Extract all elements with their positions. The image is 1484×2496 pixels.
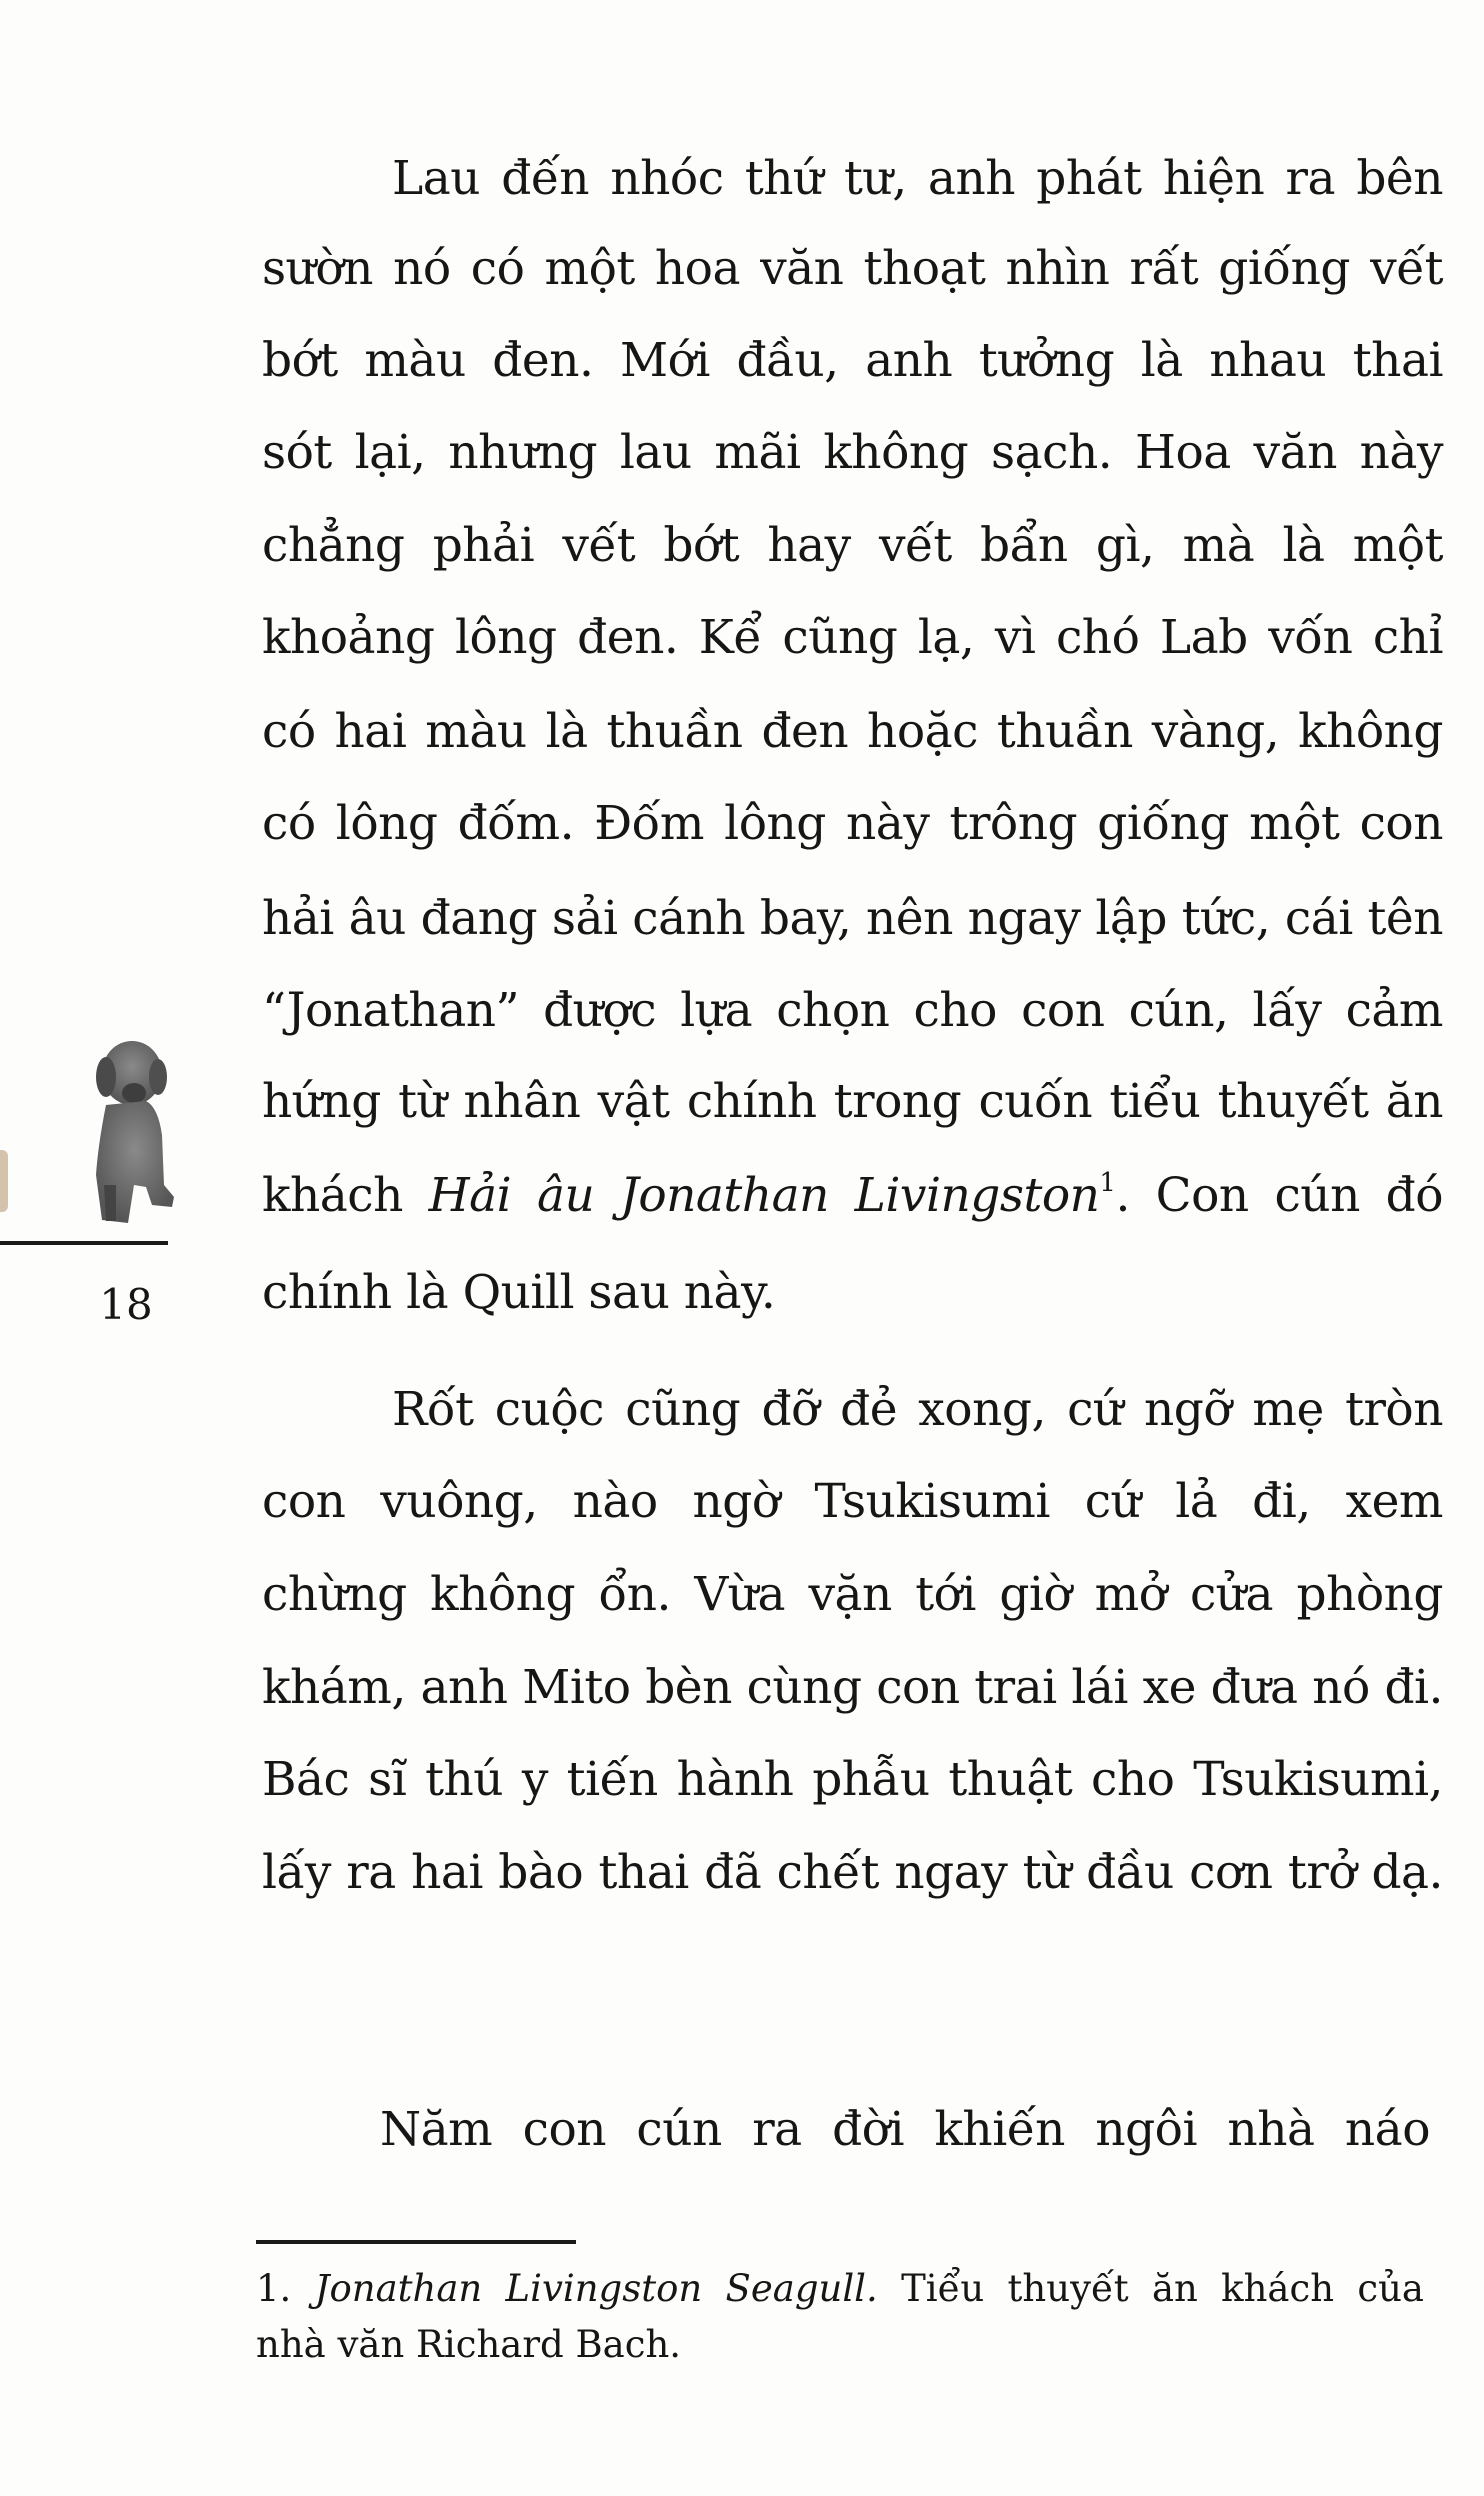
text-line: Rốt cuộc cũng đỡ đẻ xong, cứ ngỡ mẹ tròn <box>392 1382 1443 1437</box>
text: . Con cún đó <box>1115 1168 1443 1223</box>
footnote-title-italic: Jonathan Livingston Seagull. <box>314 2267 878 2310</box>
text-line: hứng từ nhân vật chính trong cuốn tiểu thuyết ăn <box>262 1074 1443 1129</box>
text-line: lấy ra hai bào thai đã chết ngay từ đầu cơn trở dạ. <box>262 1845 1443 1900</box>
text-line: sót lại, nhưng lau mãi không sạch. Hoa văn này <box>262 425 1443 480</box>
text: khách <box>262 1168 429 1223</box>
text-line: có lông đốm. Đốm lông này trông giống một con <box>262 796 1443 851</box>
text-line: chẳng phải vết bớt hay vết bẩn gì, mà là một <box>262 518 1443 573</box>
text-line: con vuông, nào ngờ Tsukisumi cứ lả đi, xem <box>262 1474 1443 1529</box>
footnote-marker: 1. <box>256 2267 315 2310</box>
text-line: chừng không ổn. Vừa vặn tới giờ mở cửa phòng <box>262 1567 1443 1622</box>
text-line: Bác sĩ thú y tiến hành phẫu thuật cho Tsukisumi, <box>262 1752 1443 1807</box>
footnote-ref[interactable]: 1 <box>1099 1168 1116 1198</box>
text-line: hải âu đang sải cánh bay, nên ngay lập tức, cái tên <box>262 891 1443 946</box>
text-line: bớt màu đen. Mới đầu, anh tưởng là nhau thai <box>262 333 1443 388</box>
margin-photo-edge <box>0 1150 8 1212</box>
footnote-text: Tiểu thuyết ăn khách của <box>877 2267 1424 2310</box>
footnote-line <box>256 2266 1424 2312</box>
text-line: khoảng lông đen. Kể cũng lạ, vì chó Lab vốn chỉ <box>262 610 1443 665</box>
text-line: chính là Quill sau này. <box>262 1265 776 1320</box>
text-line: “Jonathan” được lựa chọn cho con cún, lấy cảm <box>262 983 1443 1038</box>
footnote-divider <box>256 2240 576 2244</box>
margin-divider <box>0 1241 168 1245</box>
text-line: Năm con cún ra đời khiến ngôi nhà náo <box>380 2102 1430 2157</box>
text-line-with-title <box>262 1166 1443 1226</box>
footnote-line: nhà văn Richard Bach. <box>256 2323 682 2366</box>
text-line: sườn nó có một hoa văn thoạt nhìn rất giống vết <box>262 241 1443 296</box>
text-line: có hai màu là thuần đen hoặc thuần vàng, không <box>262 704 1443 759</box>
text-line: khám, anh Mito bèn cùng con trai lái xe đưa nó đi. <box>262 1660 1443 1715</box>
page-number: 18 <box>99 1280 153 1329</box>
text-line: Lau đến nhóc thứ tư, anh phát hiện ra bên <box>392 151 1443 206</box>
book-title-italic: Hải âu Jonathan Livingston <box>428 1168 1100 1223</box>
puppy-icon <box>76 1035 182 1227</box>
